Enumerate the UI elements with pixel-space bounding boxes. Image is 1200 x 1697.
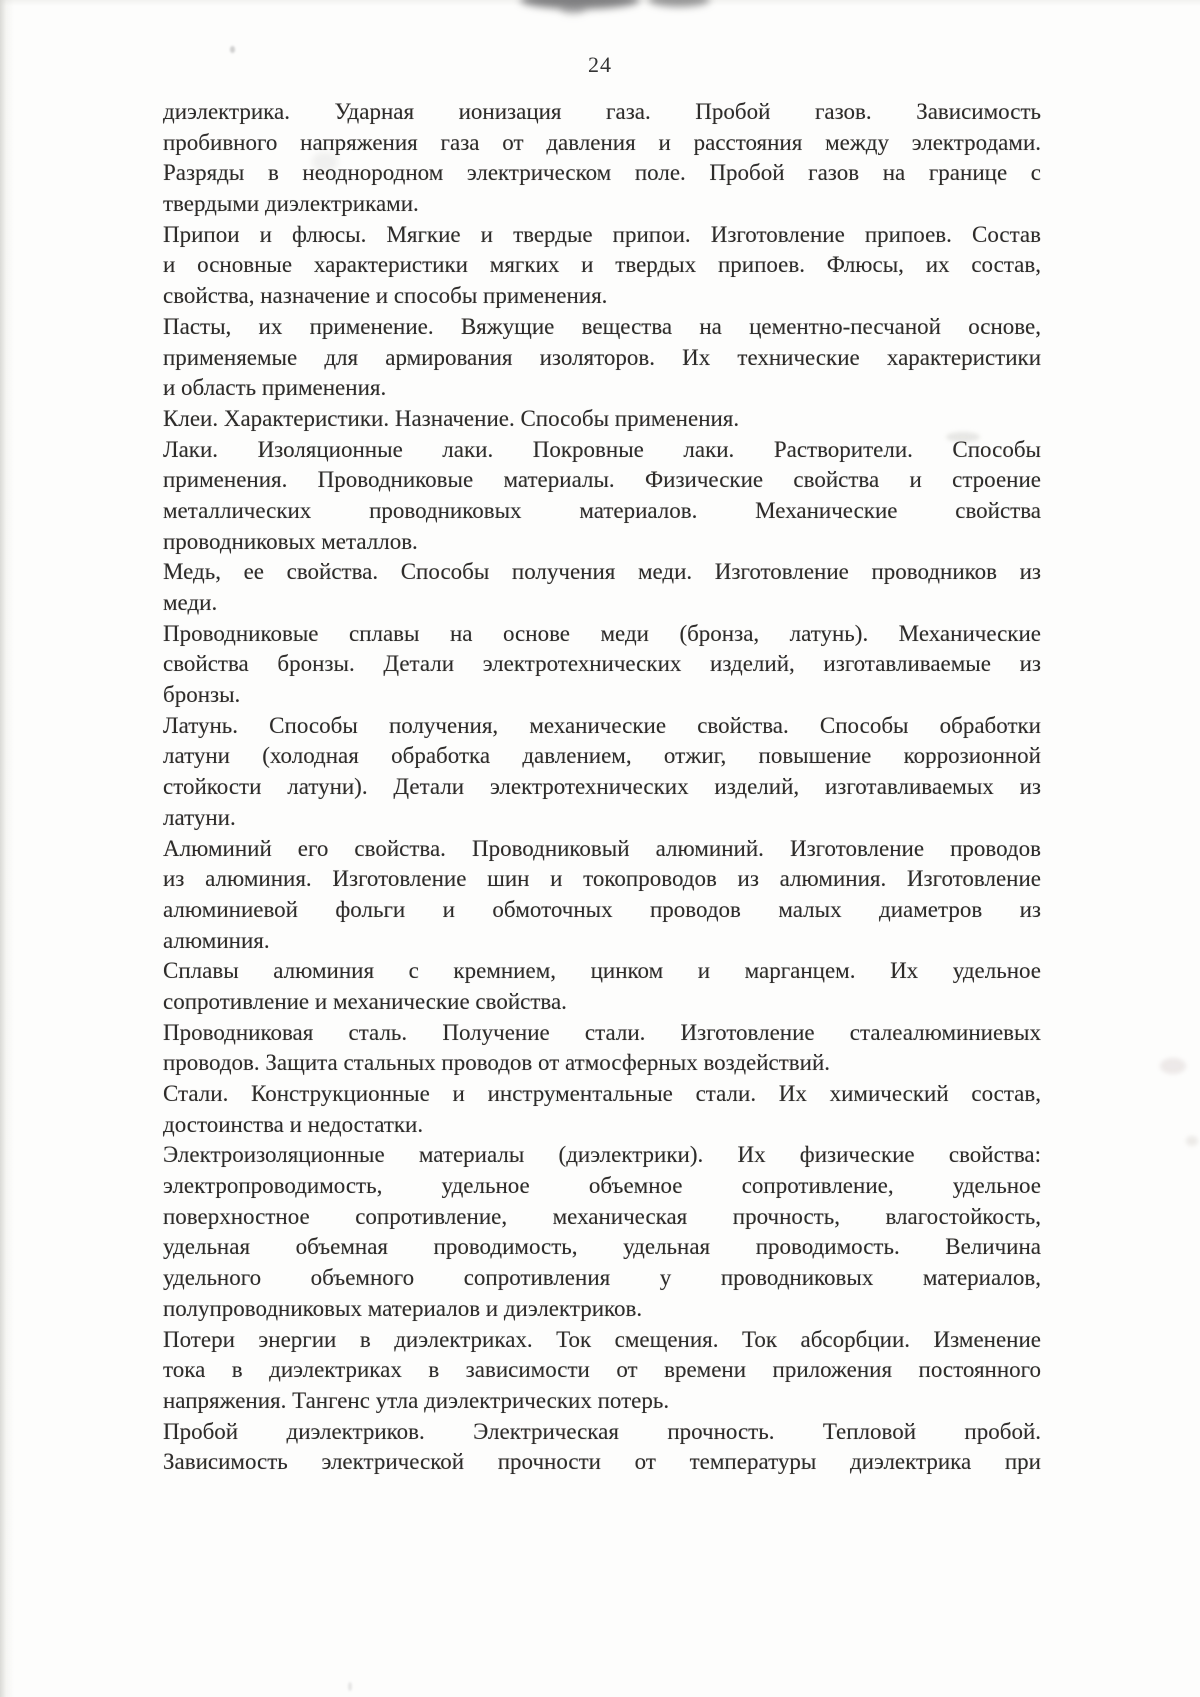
top-edge-ink-smudge — [560, 2, 586, 14]
text-line: латуни. — [163, 804, 236, 830]
text-line: напряжения. Тангенс утла диэлектрических потерь. — [163, 1387, 670, 1413]
text-line: металлических проводниковых материалов. Механические свойства — [163, 497, 1041, 523]
text-line: Стали. Конструкционные и инструментальные стали. Их химический состав, — [163, 1081, 1041, 1106]
text-line: достоинства и недостатки. — [163, 1111, 424, 1137]
text-line: полупроводниковых материалов и диэлектриков. — [163, 1295, 643, 1321]
text-line: Разряды в неоднородном электрическом поле. Пробой газов на границе с — [163, 160, 1041, 186]
text-line: Проводниковые сплавы на основе меди (бронза, латунь). Механические — [163, 620, 1041, 646]
text-line: применения. Проводниковые материалы. Физические свойства и строение — [163, 467, 1041, 493]
text-line: удельного объемного сопротивления у проводниковых материалов, — [163, 1265, 1041, 1291]
text-line: проводов. Защита стальных проводов от атмосферных воздействий. — [163, 1050, 831, 1076]
text-line: поверхностное сопротивление, механическая прочность, влагостойкость, — [163, 1203, 1041, 1229]
text-line: удельная объемная проводимость, удельная проводимость. Величина — [163, 1234, 1041, 1260]
text-line: Клеи. Характеристики. Назначение. Способы применения. — [163, 405, 740, 431]
page-number: 24 — [588, 52, 612, 77]
text-line: Лаки. Изоляционные лаки. Покровные лаки. Растворители. Способы — [163, 436, 1041, 462]
text-line: твердыми диэлектриками. — [163, 191, 419, 217]
text-line: Латунь. Способы получения, механические свойства. Способы обработки — [163, 712, 1041, 738]
text-line: проводниковых металлов. — [163, 528, 418, 554]
text-line: сопротивление и механические свойства. — [163, 988, 567, 1014]
text-line: из алюминия. Изготовление шин и токопроводов из алюминия. Изготовление — [163, 866, 1041, 892]
scan-speck — [348, 1682, 352, 1691]
text-line: алюминия. — [163, 927, 270, 953]
text-line: латуни (холодная обработка давлением, отжиг, повышение коррозионной — [163, 743, 1041, 769]
text-line: свойства, назначение и способы применения. — [163, 283, 608, 309]
text-line: применяемые для армирования изоляторов. Их технические характеристики — [163, 344, 1041, 370]
text-line: Медь, ее свойства. Способы получения меди. Изготовление проводников из — [163, 559, 1041, 585]
text-line: тока в диэлектриках в зависимости от времени приложения постоянного — [163, 1357, 1041, 1383]
text-line: Припои и флюсы. Мягкие и твердые припои. Изготовление припоев. Состав — [163, 221, 1041, 247]
text-line: пробивного напряжения газа от давления и расстояния между электродами. — [163, 129, 1041, 155]
text-line: и область применения. — [163, 375, 387, 401]
text-line: диэлектрика. Ударная ионизация газа. Пробой газов. Зависимость — [163, 99, 1041, 124]
text-line: Проводниковая сталь. Получение стали. Изготовление сталеалюминиевых — [163, 1019, 1041, 1045]
text-line: Сплавы алюминия с кремнием, цинком и марганцем. Их удельное — [163, 958, 1041, 984]
text-line: Пасты, их применение. Вяжущие вещества на цементно-песчаной основе, — [163, 313, 1041, 339]
text-line: Электроизоляционные материалы (диэлектрики). Их физические свойства: — [163, 1142, 1041, 1168]
text-line: и основные характеристики мягких и твердых припоев. Флюсы, их состав, — [163, 252, 1041, 278]
text-line: Пробой диэлектриков. Электрическая прочность. Тепловой пробой. — [163, 1418, 1041, 1444]
text-line: стойкости латуни). Детали электротехнических изделий, изготавливаемых из — [163, 774, 1041, 800]
text-line: Алюминий его свойства. Проводниковый алюминий. Изготовление проводов — [163, 835, 1041, 861]
text-line: бронзы. — [163, 682, 241, 708]
scan-speck — [1160, 1058, 1186, 1074]
text-line: Потери энергии в диэлектриках. Ток смещения. Ток абсорбции. Изменение — [163, 1326, 1041, 1352]
text-line: электропроводимость, удельное объемное сопротивление, удельное — [163, 1173, 1041, 1199]
text-block — [163, 97, 1041, 1478]
text-line: алюминиевой фольги и обмоточных проводов малых диаметров из — [163, 896, 1041, 922]
scan-edge-shadow-left — [0, 0, 14, 1697]
scan-speck — [1186, 1136, 1198, 1146]
text-line: свойства бронзы. Детали электротехнических изделий, изготавливаемые из — [163, 651, 1041, 677]
text-line: меди. — [163, 590, 218, 615]
text-line: Зависимость электрической прочности от температуры диэлектрика при — [163, 1449, 1041, 1475]
